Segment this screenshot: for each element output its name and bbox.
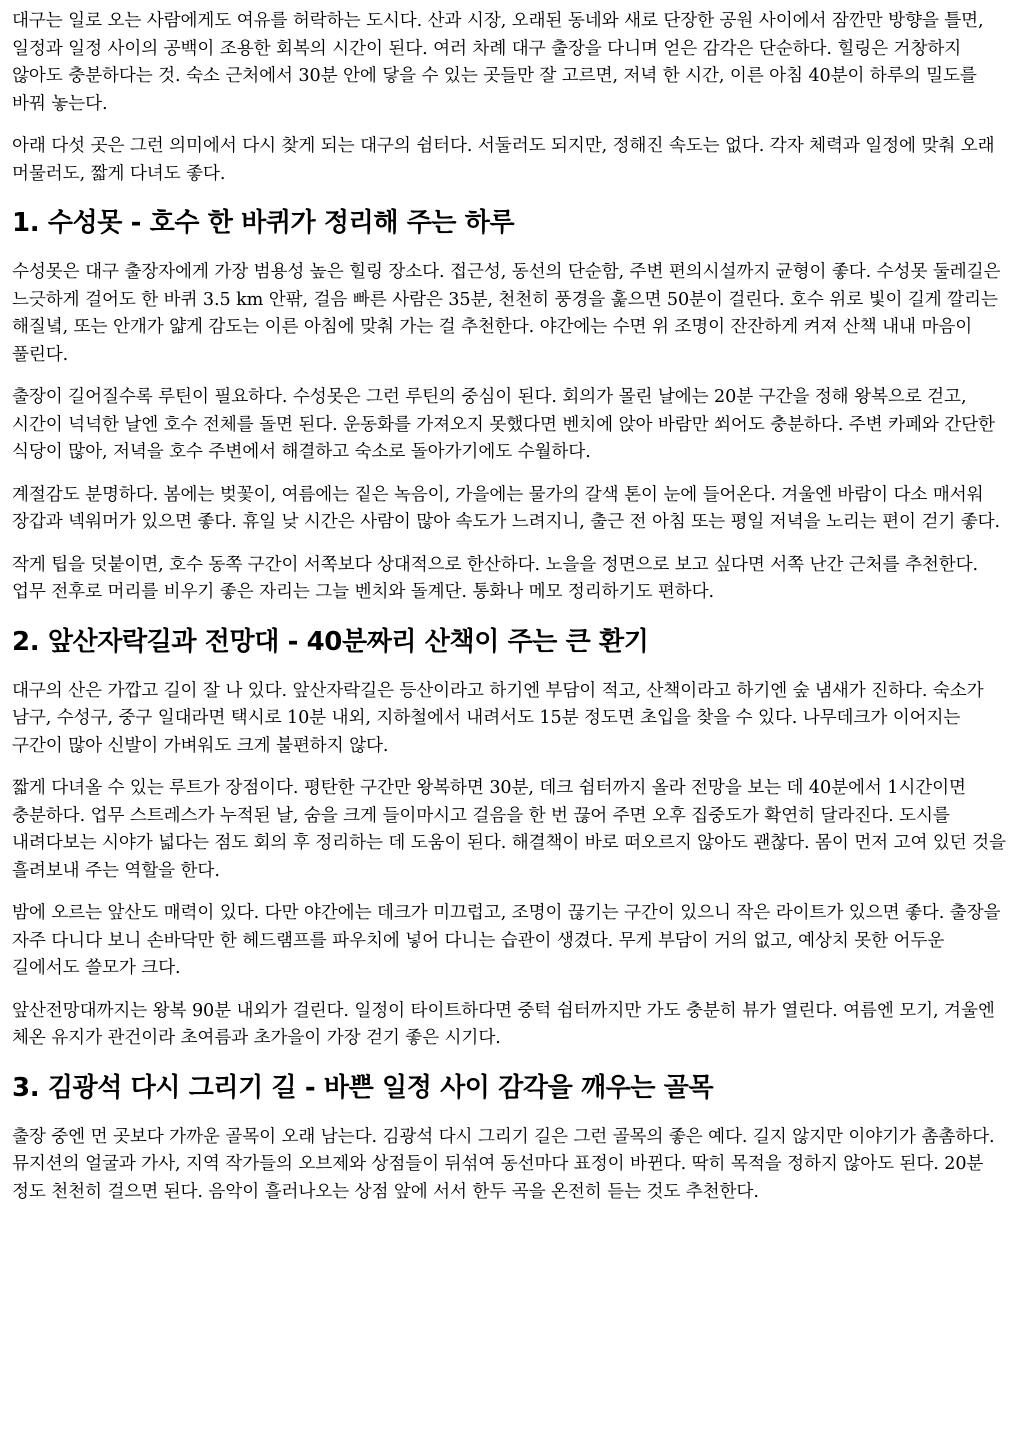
body-paragraph: 대구의 산은 가깝고 길이 잘 나 있다. 앞산자락길은 등산이라고 하기엔 부담이 적고, 산책이라고 하기엔 숲 냄새가 진하다. 숙소가 남구, 수성구, 중구 일대라면 택시로 10분 내외, 지하철에서 내려서도 15분 정도면 초입을 찾을 수 있다. 나무데크가 이어지는 구간이 많아 신발이 가벼워도 크게 불편하지 않다. (12, 680, 984, 756)
body-paragraph: 수성못은 대구 출장자에게 가장 범용성 높은 힐링 장소다. 접근성, 동선의 단순함, 주변 편의시설까지 균형이 좋다. 수성못 둘레길은 느긋하게 걸어도 한 바퀴 3.5 km 안팎, 걸음 빠른 사람은 35분, 천천히 풍경을 훑으면 50분이 걸린다. 호수 위로 빛이 길게 깔리는 해질녘, 또는 안개가 얇게 감도는 이른 아침에 맞춰 가는 걸 추천한다. 야간에는 수면 위 조명이 잔잔하게 켜져 산책 내내 마음이 풀린다. (12, 262, 1001, 365)
section-heading: 3. 김광석 다시 그리기 길 - 바쁜 일정 사이 감각을 깨우는 골목 (12, 1072, 714, 1103)
body-paragraph: 앞산전망대까지는 왕복 90분 내외가 걸린다. 일정이 타이트하다면 중턱 쉼터까지만 가도 충분히 뷰가 열린다. 여름엔 모기, 겨울엔 체온 유지가 관건이라 초여름과 초가을이 가장 걷기 좋은 시기다. (12, 1000, 995, 1048)
body-paragraph: 출장이 길어질수록 루틴이 필요하다. 수성못은 그런 루틴의 중심이 된다. 회의가 몰린 날에는 20분 구간을 정해 왕복으로 걷고, 시간이 넉넉한 날엔 호수 전체를 돌면 된다. 운동화를 가져오지 못했다면 벤치에 앉아 바람만 쐬어도 충분하다. 주변 카페와 간단한 식당이 많아, 저녁을 호수 주변에서 해결하고 숙소로 돌아가기에도 수월하다. (12, 387, 995, 462)
body-paragraph: 계절감도 분명하다. 봄에는 벚꽃이, 여름에는 짙은 녹음이, 가을에는 물가의 갈색 톤이 눈에 들어온다. 겨울엔 바람이 다소 매서워 장갑과 넥워머가 있으면 좋다. 휴일 낮 시간은 사람이 많아 속도가 느려지니, 출근 전 아침 또는 평일 저녁을 노리는 편이 걷기 좋다. (12, 484, 1001, 532)
section-heading: 2. 앞산자락길과 전망대 - 40분짜리 산책이 주는 큰 환기 (12, 626, 649, 657)
body-paragraph: 짧게 다녀올 수 있는 루트가 장점이다. 평탄한 구간만 왕복하면 30분, 데크 쉼터까지 올라 전망을 보는 데 40분에서 1시간이면 충분하다. 업무 스트레스가 누적된 날, 숨을 크게 들이마시고 걸음을 한 번 끊어 주면 오후 집중도가 확연히 달라진다. 도시를 내려다보는 시야가 넓다는 점도 회의 후 정리하는 데 도움이 된다. 해결책이 바로 떠오르지 않아도 괜찮다. 몸이 먼저 고여 있던 것을 흘려보내 주는 역할을 한다. (12, 778, 1006, 881)
section-heading: 1. 수성못 - 호수 한 바퀴가 정리해 주는 하루 (12, 208, 515, 238)
body-paragraph: 밤에 오르는 앞산도 매력이 있다. 다만 야간에는 데크가 미끄럽고, 조명이 끊기는 구간이 있으니 작은 라이트가 있으면 좋다. 출장을 자주 다니다 보니 손바닥만 한 헤드램프를 파우치에 넣어 다니는 습관이 생겼다. 무게 부담이 거의 없고, 예상치 못한 어두운 길에서도 쓸모가 크다. (12, 903, 1001, 978)
section-apsan (12, 622, 1012, 1053)
intro-paragraph: 아래 다섯 곳은 그런 의미에서 다시 찾게 되는 대구의 쉼터다. 서둘러도 되지만, 정해진 속도는 없다. 각자 체력과 일정에 맞춰 오래 머물러도, 짧게 다녀도 좋다. (12, 136, 995, 184)
section-suseongmot (12, 203, 1012, 607)
body-paragraph: 출장 중엔 먼 곳보다 가까운 골목이 오래 남는다. 김광석 다시 그리기 길은 그런 골목의 좋은 예다. 길지 않지만 이야기가 촘촘하다. 뮤지션의 얼굴과 가사, 지역 작가들의 오브제와 상점들이 뒤섞여 동선마다 표정이 바뀐다. 딱히 목적을 정하지 않아도 된다. 20분 정도 천천히 걸으면 된다. 음악이 흘러나오는 상점 앞에 서서 한두 곡을 온전히 듣는 것도 추천한다. (12, 1126, 995, 1202)
article (12, 8, 1012, 1206)
intro-paragraph: 대구는 일로 오는 사람에게도 여유를 허락하는 도시다. 산과 시장, 오래된 동네와 새로 단장한 공원 사이에서 잠깐만 방향을 틀면, 일정과 일정 사이의 공백이 조용한 회복의 시간이 된다. 여러 차례 대구 출장을 다니며 얻은 감각은 단순하다. 힐링은 거창하지 않아도 충분하다는 것. 숙소 근처에서 30분 안에 닿을 수 있는 곳들만 잘 고르면, 저녁 한 시간, 이른 아침 40분이 하루의 밀도를 바꿔 놓는다. (12, 11, 984, 114)
section-kim-kwang-seok-street (12, 1068, 1012, 1207)
body-paragraph: 작게 팁을 덧붙이면, 호수 동쪽 구간이 서쪽보다 상대적으로 한산하다. 노을을 정면으로 보고 싶다면 서쪽 난간 근처를 추천한다. 업무 전후로 머리를 비우기 좋은 자리는 그늘 벤치와 돌계단. 통화나 메모 정리하기도 편하다. (12, 554, 979, 602)
